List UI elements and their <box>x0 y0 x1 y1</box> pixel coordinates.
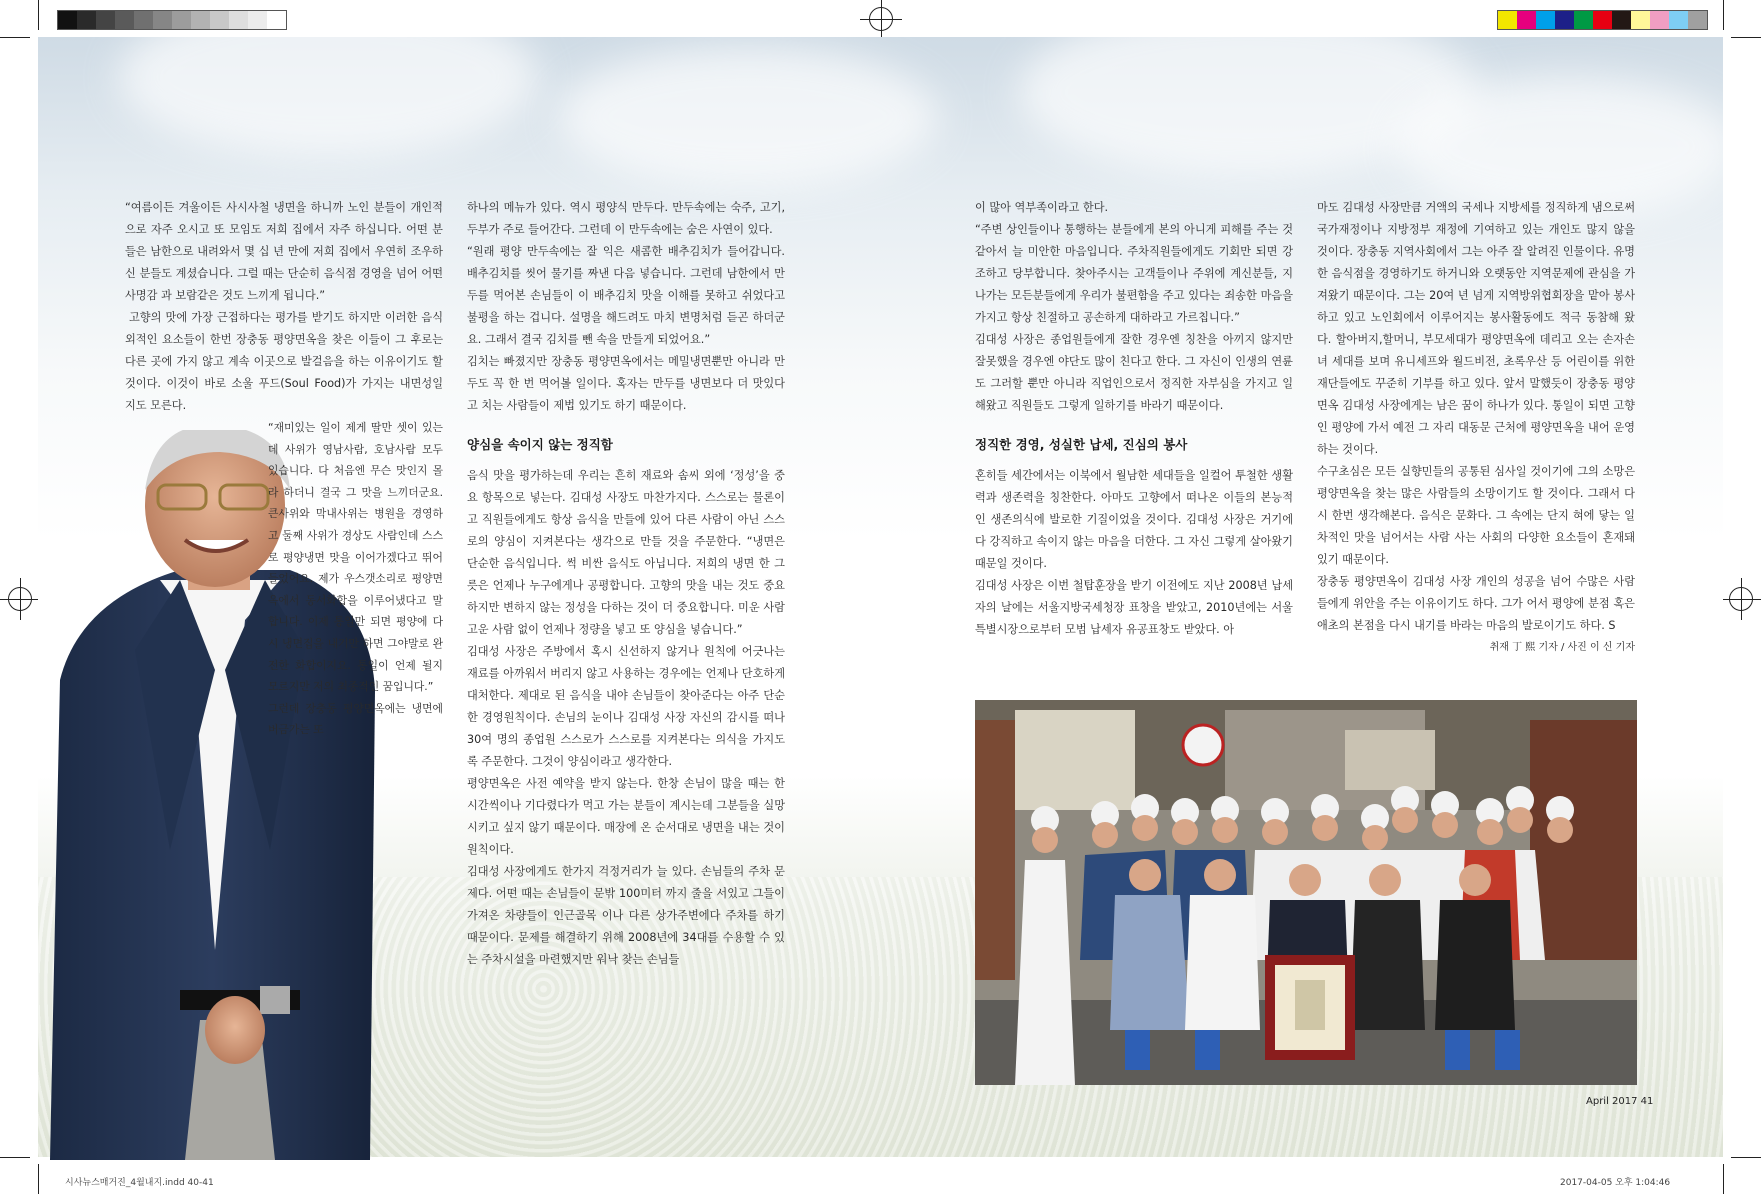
paragraph: 장충동 평양면옥이 김대성 사장 개인의 성공을 넘어 수많은 사람들에게 위안을 주는 이유이기도 하다. 그가 어서 평양에 분점 혹은 애초의 본점을 다시 내기를 바라는 마음의 발로이기도 하다. S <box>1317 575 1635 632</box>
gray-swatch <box>210 11 229 29</box>
gray-swatch <box>77 11 96 29</box>
color-swatch <box>1555 11 1574 29</box>
gray-swatch <box>134 11 153 29</box>
registration-mark-right <box>1729 587 1753 611</box>
paragraph: 김대성 사장은 종업원들에게 잘한 경우엔 칭찬을 아끼지 않지만 잘못했을 경우엔 야단도 많이 친다고 한다. 그 자신이 인생의 연륜도 그러할 뿐만 아니라 직업인으로서 정직한 자부심을 가지고 일해왔고 직원들도 그렇게 일하기를 바라기 때문이다. <box>975 333 1293 412</box>
subheading: 양심을 속이지 않는 정직함 <box>467 437 613 452</box>
gray-swatch <box>115 11 134 29</box>
paragraph: 이 많아 역부족이라고 한다. <box>975 201 1109 214</box>
paragraph: 김치는 빠졌지만 장충동 평양면옥에서는 메밀냉면뿐만 아니라 만두도 꼭 한 번 먹어볼 일이다. 혹자는 만두를 냉면보다 더 맛있다고 치는 사람들이 제법 있기도 하기 때문이다. <box>467 355 785 412</box>
crop-mark <box>0 1157 30 1158</box>
sky-cloud <box>118 37 538 157</box>
color-swatch <box>1631 11 1650 29</box>
print-slug-timestamp: 2017-04-05 오후 1:04:46 <box>1560 1178 1671 1188</box>
gray-swatch <box>267 11 286 29</box>
article-column-1 <box>125 197 443 417</box>
subheading: 정직한 경영, 성실한 납세, 진심의 봉사 <box>975 437 1188 452</box>
paragraph: 혼히들 세간에서는 이북에서 월남한 세대들을 일컬어 투철한 생활력과 생존력을 칭찬한다. 아마도 고향에서 떠나온 이들의 본능적인 생존의식에 발로한 기질이었을 것이다. 김대성 사장은 거기에다 강직하고 속이지 않는 마음을 더한다. 그 자신 그렇게 살아왔기 때문일 것이다. <box>975 469 1293 570</box>
paragraph: 고향의 맛에 가장 근접하다는 평가를 받기도 하지만 이러한 음식 외적인 요소들이 한번 장충동 평양면옥을 찾은 이들이 그 후로는 다른 곳에 가지 않고 계속 이곳으로 발걸음을 하는 이유이기도 할 것이다. 이것이 바로 소울 푸드(Soul Food)가 가지는 내면성일 지도 모른다. <box>125 311 443 412</box>
color-swatch <box>1536 11 1555 29</box>
crop-mark <box>0 37 30 38</box>
paragraph: 음식 맛을 평가하는데 우리는 흔히 재료와 솜씨 외에 ‘정성’을 중요 항목으로 넣는다. 김대성 사장도 마찬가지다. 스스로는 물론이고 직원들에게도 항상 음식을 만들에 있어 다른 사람이 아닌 스스로의 양심이 지켜본다는 생각으로 만들 것을 주문한다. “냉면은 단순한 음식입니다. 썩 비싼 음식도 아닙니다. 저희의 냉면 한 그릇은 언제나 누구에게나 공평합니다. 고향의 맛을 내는 것도 중요하지만 변하지 않는 정성을 다하는 것이 더 중요합니다. 미운 사람 고운 사람 없이 언제나 정량을 넣고 또 양심을 넣습니다.” <box>467 469 785 636</box>
paragraph: 하나의 메뉴가 있다. 역시 평양식 만두다. 만두속에는 숙주, 고기, 두부가 주로 들어간다. 그런데 이 만두속에는 숨은 사연이 있다. <box>467 201 785 236</box>
staff-group-photo <box>975 700 1637 1085</box>
gray-swatch <box>153 11 172 29</box>
crop-mark <box>1731 37 1761 38</box>
paragraph: 김대성 사장은 주방에서 혹시 신선하지 않거나 원칙에 어긋나는 재료를 아까워서 버리지 않고 사용하는 경우에는 언제나 단호하게 대처한다. 제대로 된 음식을 내야 손님들이 찾아준다는 아주 단순한 경영원칙이다. 손님의 눈이나 김대성 사장 자신의 감시를 떠나 30여 명의 종업원 스스로가 스스로를 지켜본다는 의식을 가지도록 주문한다. 그것이 양심이라고 생각한다. <box>467 645 785 768</box>
color-swatch <box>1650 11 1669 29</box>
color-swatch <box>1612 11 1631 29</box>
article-column-4 <box>1317 197 1635 659</box>
byline: 취재 丁 熙 기자 / 사진 이 신 기자 <box>1489 642 1635 653</box>
article-column-3 <box>975 197 1293 641</box>
crop-mark <box>38 0 39 30</box>
group-photo-illustration <box>975 700 1637 1085</box>
gray-swatch <box>96 11 115 29</box>
gray-swatch <box>248 11 267 29</box>
paragraph: 김대성 사장에게도 한가지 걱정거리가 늘 있다. 손님들의 주차 문제다. 어떤 때는 손님들이 문밖 100미터 까지 줄을 서있고 그들이 가져온 차량들이 인근골목 이나 다른 상가주변에다 주차를 하기 때문이다. 문제를 해결하기 위해 2008년에 34대를 수용할 수 있는 주차시설을 마련했지만 워낙 찾는 손님들 <box>467 865 785 966</box>
color-swatch <box>1517 11 1536 29</box>
paragraph: 마도 김대성 사장만큼 거액의 국세나 지방세를 정직하게 냄으로써 국가재정이나 지방정부 재정에 기여하고 있는 개인도 많지 않을 것이다. 장충동 지역사회에서 그는 아주 잘 알려진 인물이다. 유명한 음식점을 경영하기도 하거니와 오랫동안 지역문제에 관심을 가져왔기 때문이다. 그는 20여 년 넘게 지역방위협회장을 맡아 봉사하고 있고 노인회에서 이루어지는 봉사활동에도 적극 동참해 왔다. 할아버지,할머니, 부모세대가 평양면옥에 데리고 오는 손자손녀 세대를 보며 유니세프와 월드비전, 초록우산 등 어린이를 위한 재단들에도 꾸준히 기부를 하고 있다. 앞서 말했듯이 장충동 평양면옥 김대성 사장에게는 남은 꿈이 하나가 있다. 통일이 되면 고향인 평양에 가서 예전 그 자리 대동문 근처에 평양면옥을 내어 운영하는 것이다. <box>1317 201 1635 456</box>
print-slug-filename: 시사뉴스매거진_4월내지.indd 40-41 <box>65 1178 214 1188</box>
sky-cloud <box>1398 77 1723 217</box>
gray-swatch <box>191 11 210 29</box>
color-swatch <box>1669 11 1688 29</box>
crop-mark <box>1731 1157 1761 1158</box>
paragraph: 수구초심은 모든 실향민들의 공통된 심사일 것이기에 그의 소망은 평양면옥을 찾는 많은 사람들의 소망이기도 할 것이다. 그래서 다시 한번 생각해본다. 음식은 문화다. 그 속에는 단지 혀에 닿는 일차적인 맛을 넘어서는 사람 사는 사회의 다양한 요소들이 혼재돼 있기 때문이다. <box>1317 465 1635 566</box>
color-swatch <box>1574 11 1593 29</box>
paragraph: 평양면옥은 사전 예약을 받지 않는다. 한창 손님이 많을 때는 한 시간씩이나 기다렸다가 먹고 가는 분들이 계시는데 그분들을 실망시키고 싶지 않기 때문이다. 매장에 온 순서대로 냉면을 내는 것이 원칙이다. <box>467 777 785 856</box>
color-swatch <box>1593 11 1612 29</box>
grayscale-calibration-bar <box>57 10 287 30</box>
article-column-2 <box>467 197 785 971</box>
paragraph: 김대성 사장은 이번 철탑훈장을 받기 이전에도 지난 2008년 납세자의 날에는 서울지방국세청장 표창을 받았고, 2010년에는 서울특별시장으로부터 모범 납세자 유공표창도 받았다. 아 <box>975 579 1293 636</box>
paragraph: “여름이든 겨울이든 사시사철 냉면을 하니까 노인 분들이 개인적으로 자주 오시고 또 모임도 저희 집에서 자주 하십니다. 어떤 분들은 남한으로 내려와서 몇 십 년 만에 저희 집에서 우연히 조우하신 분들도 계셨습니다. 그럴 때는 단순히 음식점 경영을 넘어 어떤 사명감 과 보람같은 것도 느끼게 됩니다.” <box>125 201 443 302</box>
crop-mark <box>1723 1164 1724 1194</box>
paragraph: “재미있는 일이 제게 딸만 셋이 있는데 사위가 영남사람, 호남사람 모두 있습니다. 다 처음엔 무슨 맛인지 몰라 하더니 결국 그 맛을 느끼더군요. 큰사위와 막내사위는 병원을 경영하고 둘째 사위가 경상도 사람인데 스스로 평양냉면 맛을 이어가겠다고 뛰어들었어요. 제가 우스갯소리로 평양면옥에서 동서화합을 이루어냈다고 말합니다. 이제 통일만 되면 평양에 다시 냉면집을 내기만 하면 그야말로 완전한 화합이지요. 통일이 언제 될지 모르지만 저의 최종적인 꿈입니다.” <box>268 421 443 694</box>
registration-mark-top <box>869 7 893 31</box>
crop-mark <box>1723 0 1724 30</box>
color-swatch <box>1688 11 1707 29</box>
sky-cloud <box>558 47 938 187</box>
article-column-1-wrap <box>268 417 443 741</box>
gray-swatch <box>229 11 248 29</box>
color-calibration-bar <box>1497 10 1708 30</box>
gray-swatch <box>172 11 191 29</box>
paragraph: “원래 평양 만두속에는 잘 익은 새콤한 배추김치가 들어갑니다. 배추김치를 씻어 물기를 짜낸 다음 넣습니다. 그런데 남한에서 만두를 먹어본 손님들이 이 배추김치 맛을 이해를 못하고 쉬었다고 불평을 하는 겁니다. 설명을 해드려도 마치 변명처럼 듣곤 하더군요. 그래서 결국 김치를 뺀 속을 만들게 되었어요.” <box>467 245 785 346</box>
gray-swatch <box>58 11 77 29</box>
crop-mark <box>38 1164 39 1194</box>
paragraph: “주변 상인들이나 통행하는 분들에게 본의 아니게 피해를 주는 것 같아서 늘 미안한 마음입니다. 주차직원들에게도 기회만 되면 강조하고 당부합니다. 찾아주시는 고객들이나 주위에 계신분들, 지나가는 모든분들에게 우리가 불편함을 주고 있다는 죄송한 마음을 가지고 항상 친절하고 공손하게 대하라고 가르칩니다.” <box>975 223 1293 324</box>
color-swatch <box>1498 11 1517 29</box>
paragraph: 그런데 장충동 평양면옥에는 냉면에 버금가는 또 <box>268 701 443 737</box>
registration-mark-left <box>8 587 32 611</box>
page-folio: April 2017 41 <box>1586 1096 1654 1107</box>
